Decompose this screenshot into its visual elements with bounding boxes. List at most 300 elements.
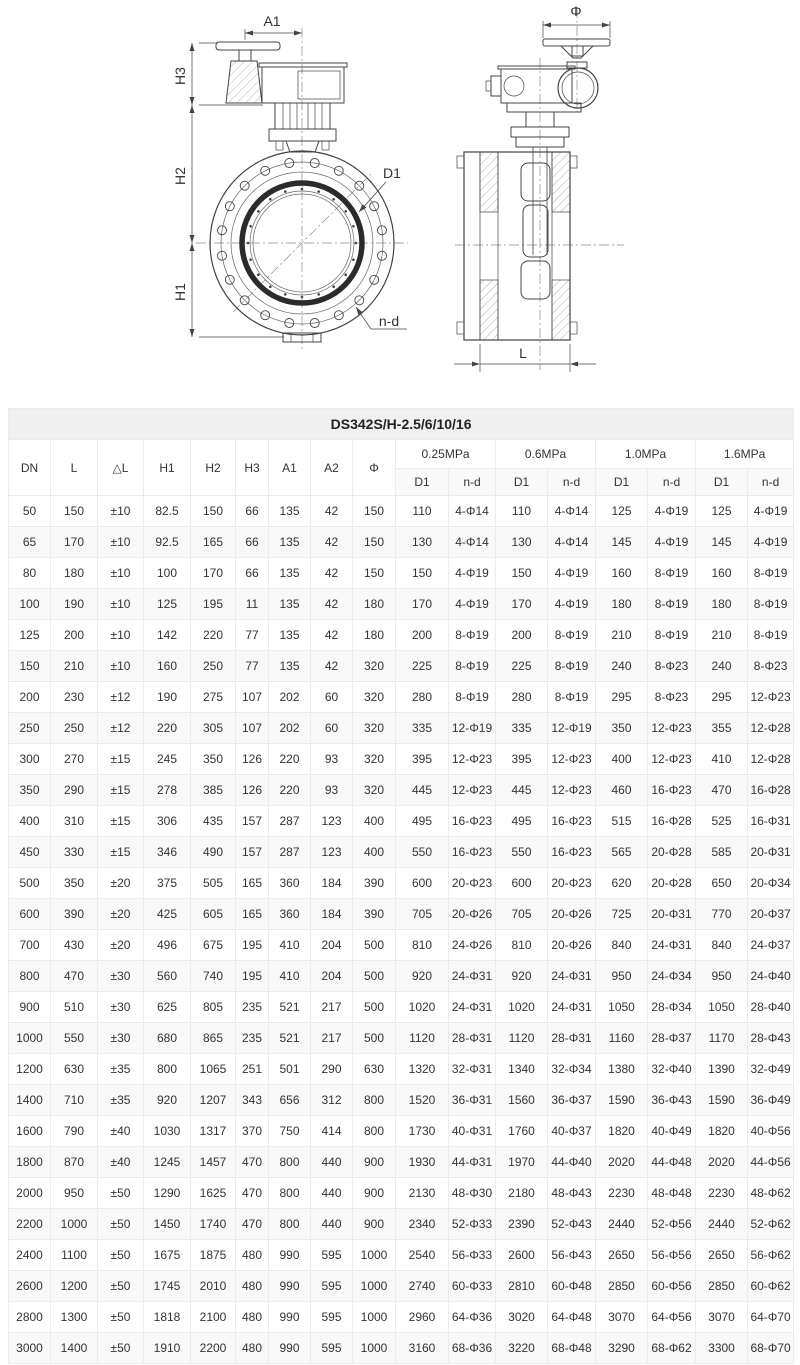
table-cell: 220 [191,620,236,651]
table-cell: 125 [9,620,51,651]
table-cell: 170 [396,589,449,620]
table-cell: 123 [311,837,353,868]
gearbox [226,61,347,103]
table-cell: 32-Φ34 [548,1054,596,1085]
table-cell: ±50 [98,1271,144,1302]
table-cell: 12-Φ28 [748,744,794,775]
table-cell: 60 [311,682,353,713]
table-cell: 42 [311,558,353,589]
table-cell: 1740 [191,1209,236,1240]
table-cell: 110 [496,496,548,527]
table-cell: 1340 [496,1054,548,1085]
table-cell: 1000 [353,1271,396,1302]
table-cell: 135 [269,496,311,527]
table-cell: 865 [191,1023,236,1054]
table-cell: 28-Φ31 [548,1023,596,1054]
table-cell: 20-Φ31 [748,837,794,868]
table-cell: 36-Φ31 [449,1085,496,1116]
table-cell: 2440 [596,1209,648,1240]
table-cell: 287 [269,837,311,868]
table-cell: 600 [496,868,548,899]
table-cell: 3000 [9,1333,51,1364]
table-cell: 125 [596,496,648,527]
disc-stack [521,163,550,299]
table-cell: 56-Φ43 [548,1240,596,1271]
table-cell: 16-Φ28 [648,806,696,837]
table-cell: 4-Φ19 [449,589,496,620]
table-cell: ±20 [98,868,144,899]
table-cell: 82.5 [144,496,191,527]
table-cell: 470 [236,1209,269,1240]
table-cell: ±40 [98,1116,144,1147]
table-cell: 320 [353,713,396,744]
table-cell: 605 [191,899,236,930]
table-cell: 68-Φ70 [748,1333,794,1364]
table-cell: 595 [311,1333,353,1364]
table-cell: 2100 [191,1302,236,1333]
spec-table [8,408,794,1364]
table-cell: 4-Φ19 [648,527,696,558]
table-cell: 1910 [144,1333,191,1364]
table-cell: 160 [144,651,191,682]
table-cell: ±15 [98,775,144,806]
table-cell: 990 [269,1240,311,1271]
table-cell: 630 [353,1054,396,1085]
table-row [9,1271,794,1302]
table-cell: 150 [396,558,449,589]
table-cell: 107 [236,682,269,713]
table-cell: 145 [596,527,648,558]
technical-drawing [0,0,800,408]
table-cell: 3300 [696,1333,748,1364]
table-cell: 2850 [696,1271,748,1302]
table-cell: 2800 [9,1302,51,1333]
table-cell: 52-Φ62 [748,1209,794,1240]
table-cell: 157 [236,837,269,868]
table-cell: ±30 [98,992,144,1023]
table-cell: 1245 [144,1147,191,1178]
table-cell: 278 [144,775,191,806]
table-cell: 800 [269,1178,311,1209]
subheader-d1-025: D1 [396,469,449,496]
table-cell: 290 [311,1054,353,1085]
table-cell: 4-Φ14 [548,496,596,527]
table-cell: 93 [311,775,353,806]
table-cell: 16-Φ23 [449,806,496,837]
table-cell: 346 [144,837,191,868]
table-cell: 12-Φ23 [449,744,496,775]
table-cell: 410 [269,930,311,961]
table-cell: 950 [696,961,748,992]
table-row [9,837,794,868]
table-cell: 725 [596,899,648,930]
table-cell: 20-Φ26 [548,930,596,961]
col-header-pressure-025: 0.25MPa [396,440,496,469]
table-cell: 1207 [191,1085,236,1116]
table-cell: 20-Φ34 [748,868,794,899]
table-cell: 595 [311,1240,353,1271]
table-cell: 48-Φ43 [548,1178,596,1209]
table-cell: 220 [269,775,311,806]
table-cell: 24-Φ31 [449,961,496,992]
table-cell: 44-Φ56 [748,1147,794,1178]
table-cell: 2230 [696,1178,748,1209]
table-cell: 2650 [596,1240,648,1271]
table-cell: 4-Φ19 [748,496,794,527]
table-cell: 950 [51,1178,98,1209]
table-cell: 1320 [396,1054,449,1085]
table-cell: ±15 [98,744,144,775]
dim-label-phi: Φ [570,3,582,19]
table-cell: 135 [269,589,311,620]
table-cell: 1675 [144,1240,191,1271]
table-cell: 1120 [496,1023,548,1054]
table-cell: 93 [311,744,353,775]
table-cell: 650 [696,868,748,899]
table-cell: 20-Φ23 [449,868,496,899]
table-cell: 1300 [51,1302,98,1333]
table-cell: 400 [353,837,396,868]
table-cell: 60-Φ56 [648,1271,696,1302]
table-cell: 500 [353,930,396,961]
table-cell: 36-Φ43 [648,1085,696,1116]
table-cell: 8-Φ23 [648,651,696,682]
table-row [9,899,794,930]
col-header-l: L [51,440,98,496]
dim-label-h2: H2 [172,167,188,185]
table-cell: 235 [236,1023,269,1054]
table-cell: 1625 [191,1178,236,1209]
table-cell: ±12 [98,713,144,744]
table-cell: 1290 [144,1178,191,1209]
table-row [9,527,794,558]
table-cell: 310 [51,806,98,837]
table-cell: 68-Φ36 [449,1333,496,1364]
table-cell: ±12 [98,682,144,713]
table-cell: 1970 [496,1147,548,1178]
table-cell: 2020 [596,1147,648,1178]
subheader-nd-10: n-d [648,469,696,496]
table-cell: 810 [396,930,449,961]
table-cell: 250 [9,713,51,744]
table-cell: 150 [353,527,396,558]
table-cell: ±20 [98,930,144,961]
table-cell: 1457 [191,1147,236,1178]
table-cell: 60-Φ62 [748,1271,794,1302]
table-cell: 135 [269,651,311,682]
table-cell: 600 [396,868,449,899]
table-cell: 77 [236,651,269,682]
table-cell: 20-Φ37 [748,899,794,930]
table-cell: 430 [51,930,98,961]
table-cell: 2200 [9,1209,51,1240]
table-cell: 300 [9,744,51,775]
table-cell: 92.5 [144,527,191,558]
table-cell: 320 [353,651,396,682]
table-cell: 12-Φ23 [548,775,596,806]
table-cell: ±20 [98,899,144,930]
table-cell: 20-Φ28 [648,837,696,868]
table-cell: 24-Φ31 [548,992,596,1023]
table-cell: 225 [396,651,449,682]
table-cell: 360 [269,899,311,930]
table-cell: 950 [596,961,648,992]
table-cell: 2600 [496,1240,548,1271]
table-cell: 50 [9,496,51,527]
table-cell: 1390 [696,1054,748,1085]
table-cell: 32-Φ31 [449,1054,496,1085]
table-cell: 320 [353,682,396,713]
table-cell: 20-Φ26 [449,899,496,930]
leader-d1 [359,165,401,212]
table-cell: 225 [496,651,548,682]
table-cell: 521 [269,992,311,1023]
table-cell: 100 [144,558,191,589]
table-row [9,682,794,713]
table-cell: 500 [9,868,51,899]
table-cell: 1050 [696,992,748,1023]
table-cell: 250 [51,713,98,744]
table-cell: 8-Φ19 [449,682,496,713]
table-row [9,1085,794,1116]
table-cell: 990 [269,1271,311,1302]
table-cell: 3070 [596,1302,648,1333]
table-cell: 900 [353,1209,396,1240]
table-cell: 28-Φ37 [648,1023,696,1054]
table-cell: 460 [596,775,648,806]
table-cell: 1000 [353,1302,396,1333]
table-cell: 2020 [696,1147,748,1178]
leader-n-d [356,307,407,329]
table-cell: 32-Φ49 [748,1054,794,1085]
table-cell: 805 [191,992,236,1023]
table-cell: 400 [596,744,648,775]
table-cell: 470 [696,775,748,806]
table-cell: 8-Φ19 [548,651,596,682]
table-cell: 495 [496,806,548,837]
table-cell: 42 [311,620,353,651]
subheader-nd-06: n-d [548,469,596,496]
table-cell: 56-Φ56 [648,1240,696,1271]
table-row [9,868,794,899]
table-cell: 202 [269,713,311,744]
table-cell: 680 [144,1023,191,1054]
table-cell: 16-Φ23 [449,837,496,868]
table-cell: 1590 [596,1085,648,1116]
table-cell: 1930 [396,1147,449,1178]
table-cell: 620 [596,868,648,899]
table-cell: 210 [596,620,648,651]
table-cell: 170 [51,527,98,558]
table-cell: 12-Φ23 [449,775,496,806]
table-row [9,1302,794,1333]
table-cell: 40-Φ37 [548,1116,596,1147]
table-cell: 1000 [51,1209,98,1240]
table-cell: ±10 [98,651,144,682]
dim-label-l: L [519,345,527,361]
table-cell: 900 [353,1147,396,1178]
table-cell: 390 [51,899,98,930]
table-cell: 1875 [191,1240,236,1271]
table-cell: 810 [496,930,548,961]
table-cell: 2230 [596,1178,648,1209]
table-cell: 1590 [696,1085,748,1116]
table-cell: ±35 [98,1085,144,1116]
table-cell: 24-Φ31 [449,992,496,1023]
table-cell: ±50 [98,1302,144,1333]
table-cell: 16-Φ31 [748,806,794,837]
table-cell: 8-Φ19 [648,589,696,620]
table-cell: 8-Φ23 [648,682,696,713]
table-row [9,1333,794,1364]
table-cell: 107 [236,713,269,744]
table-row [9,775,794,806]
table-cell: 42 [311,527,353,558]
table-cell: 135 [269,527,311,558]
table-cell: 295 [696,682,748,713]
table-cell: 190 [51,589,98,620]
table-cell: 400 [9,806,51,837]
subheader-nd-16: n-d [748,469,794,496]
table-cell: 195 [236,961,269,992]
table-cell: 20-Φ23 [548,868,596,899]
table-cell: 130 [396,527,449,558]
table-cell: 52-Φ43 [548,1209,596,1240]
table-cell: 410 [269,961,311,992]
table-cell: ±15 [98,837,144,868]
table-cell: 2010 [191,1271,236,1302]
table-cell: 250 [191,651,236,682]
table-cell: 1317 [191,1116,236,1147]
table-cell: 8-Φ19 [748,620,794,651]
table-cell: 330 [51,837,98,868]
table-cell: 410 [696,744,748,775]
table-cell: 4-Φ14 [548,527,596,558]
side-view [454,3,624,372]
table-cell: 42 [311,496,353,527]
table-cell: 170 [191,558,236,589]
table-cell: 48-Φ62 [748,1178,794,1209]
col-header-pressure-06: 0.6MPa [496,440,596,469]
table-cell: 840 [696,930,748,961]
table-cell: 595 [311,1271,353,1302]
table-cell: 490 [191,837,236,868]
table-cell: 287 [269,806,311,837]
table-cell: ±10 [98,620,144,651]
table-cell: ±40 [98,1147,144,1178]
table-cell: 1760 [496,1116,548,1147]
table-cell: 800 [353,1085,396,1116]
table-cell: 521 [269,1023,311,1054]
table-cell: 165 [191,527,236,558]
table-cell: 4-Φ14 [449,527,496,558]
table-cell: 217 [311,1023,353,1054]
table-cell: 550 [396,837,449,868]
table-cell: 4-Φ19 [548,558,596,589]
table-cell: 12-Φ23 [548,744,596,775]
table-cell: 180 [353,589,396,620]
table-cell: 64-Φ70 [748,1302,794,1333]
table-cell: 11 [236,589,269,620]
table-cell: 66 [236,527,269,558]
table-cell: 40-Φ56 [748,1116,794,1147]
table-cell: 1050 [596,992,648,1023]
table-cell: 204 [311,930,353,961]
table-cell: 20-Φ28 [648,868,696,899]
table-cell: 12-Φ23 [648,744,696,775]
table-cell: 2390 [496,1209,548,1240]
table-cell: 1820 [696,1116,748,1147]
table-cell: 180 [696,589,748,620]
dim-label-a1: A1 [263,13,281,29]
table-cell: 2130 [396,1178,449,1209]
table-cell: 370 [236,1116,269,1147]
table-row [9,620,794,651]
table-cell: 275 [191,682,236,713]
table-cell: 306 [144,806,191,837]
table-cell: 1200 [51,1271,98,1302]
table-cell: 1120 [396,1023,449,1054]
table-cell: 80 [9,558,51,589]
table-cell: 656 [269,1085,311,1116]
table-row [9,744,794,775]
table-cell: 550 [496,837,548,868]
table-cell: 180 [51,558,98,589]
table-cell: 920 [144,1085,191,1116]
table-cell: 343 [236,1085,269,1116]
label-d1: D1 [383,165,401,181]
table-cell: 68-Φ62 [648,1333,696,1364]
table-cell: 66 [236,496,269,527]
table-row [9,589,794,620]
table-cell: 200 [496,620,548,651]
table-cell: 350 [191,744,236,775]
table-cell: 66 [236,558,269,589]
table-cell: 480 [236,1302,269,1333]
subheader-d1-06: D1 [496,469,548,496]
table-cell: 585 [696,837,748,868]
table-cell: 157 [236,806,269,837]
table-cell: 470 [236,1178,269,1209]
table-cell: 100 [9,589,51,620]
table-cell: 335 [396,713,449,744]
dim-l [454,344,596,372]
table-cell: 355 [696,713,748,744]
table-cell: 56-Φ62 [748,1240,794,1271]
table-cell: 1000 [9,1023,51,1054]
table-cell: 210 [696,620,748,651]
table-cell: 56-Φ33 [449,1240,496,1271]
table-cell: 600 [9,899,51,930]
table-cell: 52-Φ56 [648,1209,696,1240]
table-cell: 24-Φ31 [648,930,696,961]
table-title-row [9,409,794,440]
table-title: DS342S/H-2.5/6/10/16 [9,409,794,440]
table-cell: 12-Φ19 [548,713,596,744]
table-cell: 705 [496,899,548,930]
table-cell: 240 [696,651,748,682]
table-cell: ±10 [98,589,144,620]
table-cell: ±10 [98,496,144,527]
table-cell: 160 [596,558,648,589]
table-cell: 2850 [596,1271,648,1302]
table-cell: 1400 [9,1085,51,1116]
table-row [9,1054,794,1085]
table-cell: 44-Φ40 [548,1147,596,1178]
col-header-h1: H1 [144,440,191,496]
table-cell: 390 [353,868,396,899]
subheader-d1-10: D1 [596,469,648,496]
